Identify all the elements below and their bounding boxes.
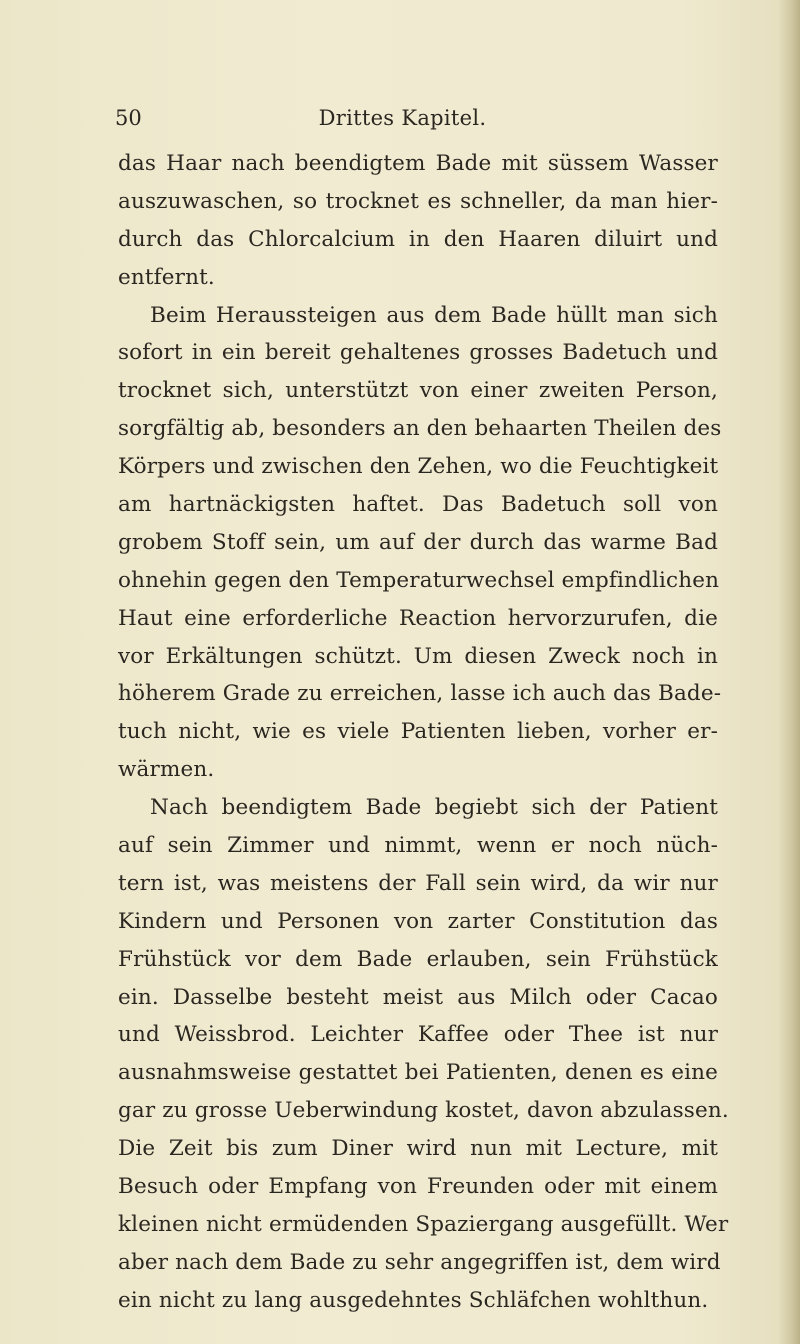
text-line: wärmen. <box>118 757 215 783</box>
text-line: am hartnäckigsten haftet. Das Badetuch soll von <box>118 492 718 518</box>
text-line: Kindern und Personen von zarter Constitution das <box>118 908 718 934</box>
text-line: trocknet sich, unterstützt von einer zweiten Person, <box>118 378 718 404</box>
text-line: Besuch oder Empfang von Freunden oder mit einem <box>118 1174 718 1200</box>
text-line: tuch nicht, wie es viele Patienten lieben, vorher er- <box>118 719 718 745</box>
body-text <box>118 145 729 1320</box>
text-line: Körpers und zwischen den Zehen, wo die Feuchtigkeit <box>118 454 719 480</box>
page-header <box>115 100 690 136</box>
text-line: tern ist, was meistens der Fall sein wird, da wir nur <box>118 870 718 896</box>
text-line: Nach beendigtem Bade begiebt sich der Patient <box>150 795 718 821</box>
text-line: auszuwaschen, so trocknet es schneller, da man hier- <box>118 188 718 214</box>
text-line: das Haar nach beendigtem Bade mit süssem Wasser <box>118 151 718 176</box>
text-line: Frühstück vor dem Bade erlauben, sein Frühstück <box>118 946 718 972</box>
text-line: ohnehin gegen den Temperaturwechsel empfindlichen <box>118 567 720 593</box>
text-line: Haut eine erforderliche Reaction hervorzurufen, die <box>118 605 718 631</box>
text-line: aber nach dem Bade zu sehr angegriffen ist, dem wird <box>118 1249 721 1275</box>
text-line: ein nicht zu lang ausgedehntes Schläfchen wohlthun. <box>118 1287 709 1313</box>
text-line: höherem Grade zu erreichen, lasse ich auch das Bade- <box>118 681 722 707</box>
page-number: 50 <box>115 106 142 130</box>
text-line: Die Zeit bis zum Diner wird nun mit Lecture, mit <box>118 1136 718 1162</box>
text-line: kleinen nicht ermüdenden Spaziergang ausgefüllt. Wer <box>118 1211 729 1237</box>
text-line: gar zu grosse Ueberwindung kostet, davon abzulassen. <box>118 1098 729 1124</box>
text-line: sorgfältig ab, besonders an den behaarten Theilen des <box>118 416 722 442</box>
text-line: sofort in ein bereit gehaltenes grosses Badetuch und <box>118 340 718 366</box>
text-line: entfernt. <box>118 264 215 290</box>
text-line: ausnahmsweise gestattet bei Patienten, denen es eine <box>118 1060 718 1086</box>
running-title: Drittes Kapitel. <box>318 106 487 130</box>
text-line: grobem Stoff sein, um auf der durch das warme Bad <box>118 529 718 555</box>
text-line: Beim Heraussteigen aus dem Bade hüllt man sich <box>150 302 718 328</box>
text-line: durch das Chlorcalcium in den Haaren diluirt und <box>118 226 718 252</box>
text-line: und Weissbrod. Leichter Kaffee oder Thee ist nur <box>118 1022 718 1048</box>
page-edge-shadow <box>778 0 800 1344</box>
text-line: ein. Dasselbe besteht meist aus Milch oder Cacao <box>118 984 718 1010</box>
text-line: vor Erkältungen schützt. Um diesen Zweck noch in <box>118 643 718 669</box>
text-line: auf sein Zimmer und nimmt, wenn er noch nüch- <box>118 833 718 859</box>
